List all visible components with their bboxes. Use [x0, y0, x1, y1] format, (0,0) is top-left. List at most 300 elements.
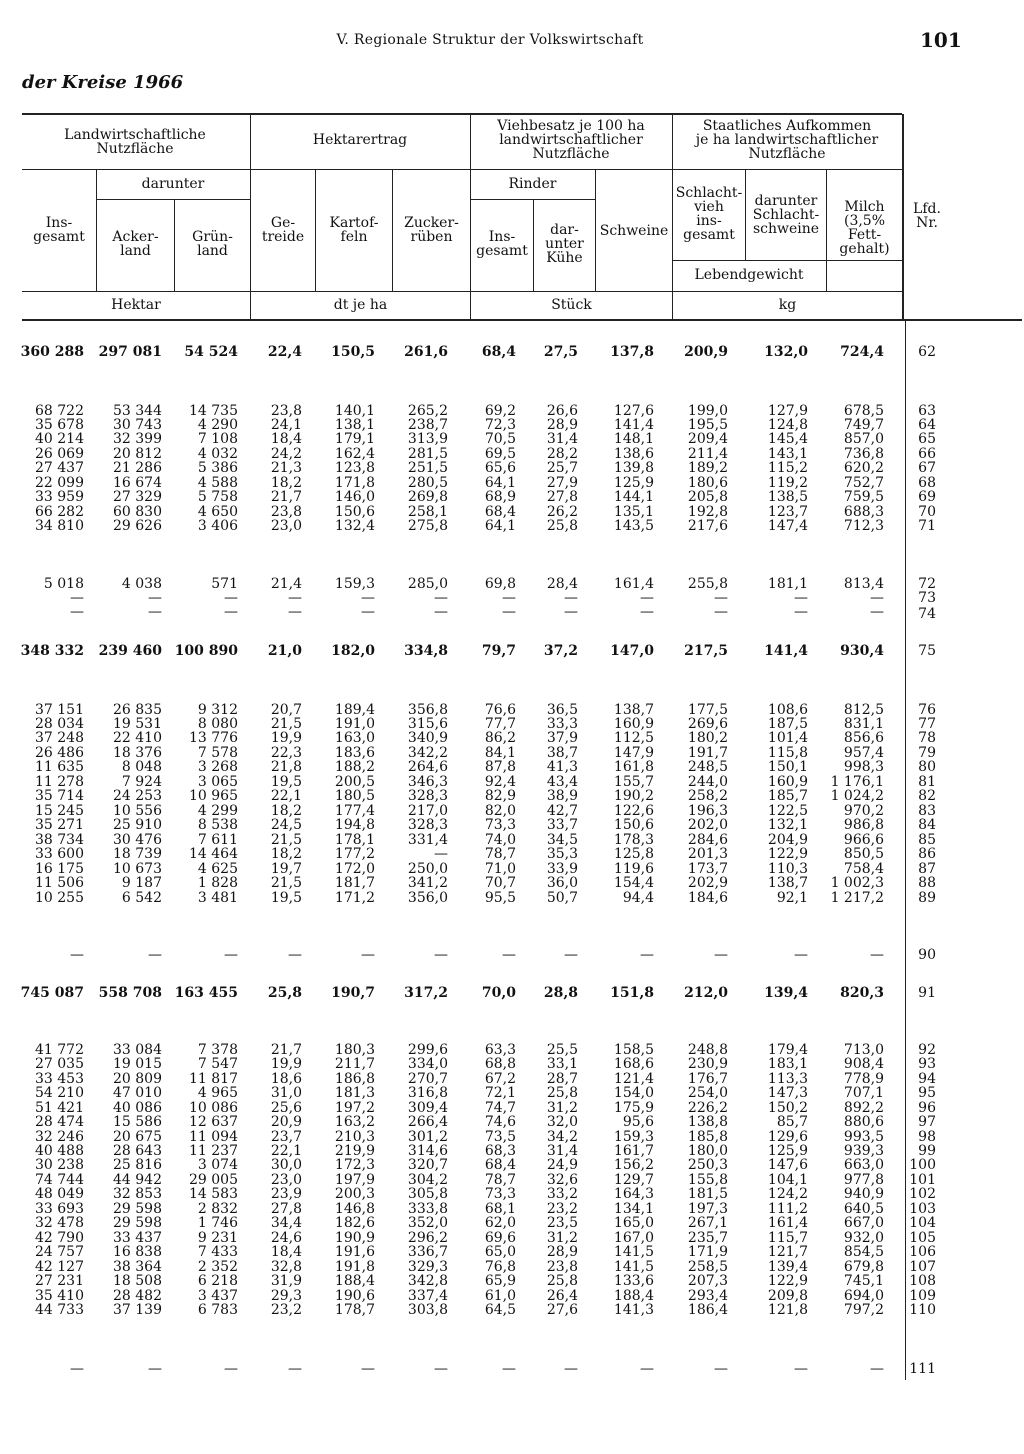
table-cell: 150,6 — [613, 817, 654, 833]
row-number: 97 — [918, 1114, 936, 1130]
row-number: 99 — [918, 1143, 936, 1159]
table-cell: 250,3 — [687, 1157, 728, 1173]
col-zuckerrueben-header: Zucker- rüben — [404, 215, 459, 245]
row-number: 89 — [918, 890, 936, 906]
table-cell: 342,2 — [407, 745, 448, 761]
group-lnf-header: Landwirtschaftliche Nutzfläche — [64, 127, 206, 157]
table-cell: 33,3 — [546, 716, 578, 732]
table-cell: 188,4 — [334, 1273, 375, 1289]
table-cell: 211,7 — [334, 1056, 375, 1072]
table-cell: — — [794, 947, 808, 963]
col-ackerland-header: Acker- land — [112, 229, 159, 259]
darunter-header: darunter — [141, 176, 205, 192]
table-cell: — — [870, 604, 884, 620]
table-cell: 993,5 — [843, 1129, 884, 1145]
table-cell: 158,5 — [613, 1042, 654, 1058]
table-cell: 314,6 — [407, 1143, 448, 1159]
col-kartoffeln-header: Kartof- feln — [329, 215, 379, 245]
row-number: 65 — [918, 431, 936, 447]
table-cell: 258,1 — [407, 504, 448, 520]
table-cell: 26,6 — [546, 403, 578, 419]
table-cell: 939,3 — [843, 1143, 884, 1159]
table-cell: 33 693 — [35, 1201, 84, 1217]
table-cell: 205,8 — [687, 489, 728, 505]
col-gruenland-header: Grün- land — [192, 229, 233, 259]
table-cell: 185,8 — [687, 1129, 728, 1145]
table-cell: 165,0 — [613, 1215, 654, 1231]
table-cell: 172,3 — [334, 1157, 375, 1173]
col-milch-header: Milch (3,5% Fett- gehalt) — [839, 199, 890, 257]
table-cell: 180,2 — [687, 730, 728, 746]
table-cell: 328,3 — [407, 788, 448, 804]
table-cell: 970,2 — [843, 803, 884, 819]
table-cell: — — [794, 1361, 808, 1377]
table-cell: 129,7 — [613, 1172, 654, 1188]
table-cell: 78,7 — [484, 1172, 516, 1188]
table-cell: 854,5 — [843, 1244, 884, 1260]
table-cell: 4 032 — [197, 446, 238, 462]
unit-hektar: Hektar — [111, 297, 161, 313]
table-cell: 21,3 — [270, 460, 302, 476]
col-schlachtvieh-header: Schlacht- vieh ins- gesamt — [675, 185, 743, 243]
table-cell: 336,7 — [407, 1244, 448, 1260]
table-cell: 33 437 — [113, 1230, 162, 1246]
table-cell: 275,8 — [407, 518, 448, 534]
table-cell: 957,4 — [843, 745, 884, 761]
table-cell: 28,4 — [546, 576, 578, 592]
table-cell: 303,8 — [407, 1302, 448, 1318]
table-cell: 180,3 — [334, 1042, 375, 1058]
table-cell: 182,0 — [331, 643, 375, 659]
table-cell: 191,7 — [687, 745, 728, 761]
table-cell: 65,9 — [484, 1273, 516, 1289]
table-cell: 18 508 — [113, 1273, 162, 1289]
table-cell: 2 832 — [197, 1201, 238, 1217]
table-cell: 331,4 — [407, 832, 448, 848]
lebendgewicht-header: Lebendgewicht — [694, 267, 804, 283]
table-cell: 154,4 — [613, 875, 654, 891]
table-cell: 160,9 — [767, 774, 808, 790]
table-cell: 124,8 — [767, 417, 808, 433]
table-cell: 18,2 — [270, 846, 302, 862]
table-cell: 22,4 — [267, 344, 302, 360]
table-cell: 197,9 — [334, 1172, 375, 1188]
table-cell: 192,8 — [687, 504, 728, 520]
table-cell: 143,5 — [613, 518, 654, 534]
table-cell: — — [502, 947, 516, 963]
table-cell: 34 810 — [35, 518, 84, 534]
table-cell: 43,4 — [546, 774, 578, 790]
table-cell: — — [714, 1361, 728, 1377]
table-cell: 146,0 — [334, 489, 375, 505]
table-cell: 141,5 — [613, 1259, 654, 1275]
table-cell: 11 506 — [35, 875, 84, 891]
table-cell: 70,7 — [484, 875, 516, 891]
table-cell: 200,3 — [334, 1186, 375, 1202]
table-cell: 3 406 — [197, 518, 238, 534]
table-cell: 219,9 — [334, 1143, 375, 1159]
table-cell: 125,9 — [613, 475, 654, 491]
table-cell: 190,6 — [334, 1288, 375, 1304]
table-cell: 41 772 — [35, 1042, 84, 1058]
table-cell: 159,3 — [334, 576, 375, 592]
table-cell: 736,8 — [843, 446, 884, 462]
group-viehbesatz-header: Viehbesatz je 100 ha landwirtschaftlicher Nutzfläche — [497, 118, 645, 162]
table-cell: 23,7 — [270, 1129, 302, 1145]
table-cell: 1 828 — [197, 875, 238, 891]
table-cell: 226,2 — [687, 1100, 728, 1116]
table-cell: 115,2 — [767, 460, 808, 476]
table-cell: 5 758 — [197, 489, 238, 505]
table-cell: 77,7 — [484, 716, 516, 732]
col-schlachtschweine-header: darunter Schlacht- schweine — [752, 193, 820, 237]
table-cell: 42 790 — [35, 1230, 84, 1246]
table-cell: 155,7 — [613, 774, 654, 790]
table-cell: 199,0 — [687, 403, 728, 419]
table-cell: 54 524 — [184, 344, 238, 360]
table-cell: 74,6 — [484, 1114, 516, 1130]
table-cell: — — [564, 590, 578, 606]
row-number: 74 — [918, 606, 936, 622]
table-cell: 29 626 — [113, 518, 162, 534]
table-cell: 68,4 — [484, 1157, 516, 1173]
table-cell: 197,2 — [334, 1100, 375, 1116]
table-cell: 64,1 — [484, 518, 516, 534]
table-cell: 305,8 — [407, 1186, 448, 1202]
table-cell: 269,6 — [687, 716, 728, 732]
table-cell: 32 246 — [35, 1129, 84, 1145]
table-cell: — — [224, 1361, 238, 1377]
group-aufkommen-header: Staatliches Aufkommen je ha landwirtschaftlicher Nutzfläche — [695, 118, 879, 162]
table-cell: 65,6 — [484, 460, 516, 476]
table-cell: 191,6 — [334, 1244, 375, 1260]
table-cell: 348 332 — [20, 643, 84, 659]
table-cell: — — [224, 947, 238, 963]
table-cell: 6 218 — [197, 1273, 238, 1289]
group-divider-rule — [22, 169, 902, 170]
table-cell: 23,8 — [546, 1259, 578, 1275]
table-cell: 141,4 — [764, 643, 808, 659]
table-cell: 211,4 — [687, 446, 728, 462]
table-cell: 121,7 — [767, 1244, 808, 1260]
table-cell: 30 743 — [113, 417, 162, 433]
table-cell: 558 708 — [98, 985, 162, 1001]
table-cell: 190,9 — [334, 1230, 375, 1246]
table-cell: 38,9 — [546, 788, 578, 804]
table-cell: 25,8 — [546, 518, 578, 534]
table-cell: 189,2 — [687, 460, 728, 476]
table-cell: 16 175 — [35, 861, 84, 877]
row-number: 85 — [918, 832, 936, 848]
table-cell: 11 237 — [189, 1143, 238, 1159]
table-cell: 73,3 — [484, 1186, 516, 1202]
table-cell: 25 816 — [113, 1157, 162, 1173]
table-cell: 44 942 — [113, 1172, 162, 1188]
table-cell: 101,4 — [767, 730, 808, 746]
table-cell: 23,9 — [270, 1186, 302, 1202]
table-cell: — — [640, 1361, 654, 1377]
lebendgewicht-rule — [672, 260, 902, 261]
table-cell: 188,2 — [334, 759, 375, 775]
table-cell: 141,5 — [613, 1244, 654, 1260]
table-cell: 144,1 — [613, 489, 654, 505]
table-cell: 2 352 — [197, 1259, 238, 1275]
table-cell: 33 600 — [35, 846, 84, 862]
table-cell: 254,0 — [687, 1085, 728, 1101]
table-cell: 48 049 — [35, 1186, 84, 1202]
table-cell: 68 722 — [35, 403, 84, 419]
table-cell: 284,6 — [687, 832, 728, 848]
row-number: 64 — [918, 417, 936, 433]
table-cell: 18,2 — [270, 803, 302, 819]
table-cell: 24 253 — [113, 788, 162, 804]
table-cell: 329,3 — [407, 1259, 448, 1275]
table-cell: 61,0 — [484, 1288, 516, 1304]
table-cell: 3 065 — [197, 774, 238, 790]
table-cell: 19 531 — [113, 716, 162, 732]
table-cell: 26 069 — [35, 446, 84, 462]
table-cell: 197,3 — [687, 1201, 728, 1217]
table-cell: 125,8 — [613, 846, 654, 862]
table-cell: 155,8 — [687, 1172, 728, 1188]
table-cell: 68,3 — [484, 1143, 516, 1159]
table-cell: 1 002,3 — [830, 875, 884, 891]
col-schweine-header: Schweine — [599, 223, 669, 239]
table-cell: 44 733 — [35, 1302, 84, 1318]
table-cell: 185,7 — [767, 788, 808, 804]
table-cell: 694,0 — [843, 1288, 884, 1304]
table-cell: 147,9 — [613, 745, 654, 761]
table-cell: 28,9 — [546, 1244, 578, 1260]
table-cell: 95,6 — [622, 1114, 654, 1130]
table-cell: — — [870, 590, 884, 606]
table-cell: 70,0 — [481, 985, 516, 1001]
table-cell: 18 376 — [113, 745, 162, 761]
table-cell: 688,3 — [843, 504, 884, 520]
row-number: 70 — [918, 504, 936, 520]
table-cell: 150,2 — [767, 1100, 808, 1116]
table-cell: 74,7 — [484, 1100, 516, 1116]
table-cell: — — [502, 604, 516, 620]
table-cell: 21,8 — [270, 759, 302, 775]
table-cell: — — [361, 604, 375, 620]
table-cell: 67,2 — [484, 1071, 516, 1087]
table-cell: 812,5 — [843, 702, 884, 718]
table-cell: 281,5 — [407, 446, 448, 462]
table-cell: 184,6 — [687, 890, 728, 906]
table-cell: 40 488 — [35, 1143, 84, 1159]
table-cell: 21,7 — [270, 1042, 302, 1058]
group-hektarertrag-header: Hektarertrag — [312, 132, 408, 148]
table-cell: 31,2 — [546, 1100, 578, 1116]
table-cell: 122,6 — [613, 803, 654, 819]
table-cell: 173,7 — [687, 861, 728, 877]
table-cell: 745,1 — [843, 1273, 884, 1289]
table-cell: 261,6 — [404, 344, 448, 360]
table-cell: 640,5 — [843, 1201, 884, 1217]
table-cell: — — [288, 604, 302, 620]
table-cell: 150,5 — [331, 344, 375, 360]
table-cell: 3 481 — [197, 890, 238, 906]
table-cell: 69,5 — [484, 446, 516, 462]
table-cell: 356,0 — [407, 890, 448, 906]
table-cell: 177,2 — [334, 846, 375, 862]
col-kuehe-header: dar- unter Kühe — [545, 222, 584, 266]
table-cell: 26 486 — [35, 745, 84, 761]
row-number: 78 — [918, 730, 936, 746]
table-cell: 334,0 — [407, 1056, 448, 1072]
table-cell: 104,1 — [767, 1172, 808, 1188]
row-number: 100 — [909, 1157, 936, 1173]
table-cell: 137,8 — [610, 344, 654, 360]
table-cell: 19,9 — [270, 1056, 302, 1072]
table-cell: 134,1 — [613, 1201, 654, 1217]
table-cell: 195,5 — [687, 417, 728, 433]
table-cell: 95,5 — [484, 890, 516, 906]
table-cell: 201,3 — [687, 846, 728, 862]
table-cell: 25,6 — [270, 1100, 302, 1116]
table-cell: 186,4 — [687, 1302, 728, 1318]
table-cell: — — [288, 1361, 302, 1377]
table-cell: 113,3 — [767, 1071, 808, 1087]
table-cell: 26,2 — [546, 504, 578, 520]
row-number: 84 — [918, 817, 936, 833]
table-cell: 178,1 — [334, 832, 375, 848]
table-cell: 69,6 — [484, 1230, 516, 1246]
table-cell: 138,8 — [687, 1114, 728, 1130]
table-cell: 20,7 — [270, 702, 302, 718]
table-cell: 667,0 — [843, 1215, 884, 1231]
table-cell: — — [714, 604, 728, 620]
table-cell: 265,2 — [407, 403, 448, 419]
row-number: 63 — [918, 403, 936, 419]
table-cell: — — [361, 947, 375, 963]
table-cell: 31,9 — [270, 1273, 302, 1289]
table-cell: 10 673 — [113, 861, 162, 877]
table-cell: 143,1 — [767, 446, 808, 462]
row-number: 110 — [909, 1302, 936, 1318]
table-cell: 200,5 — [334, 774, 375, 790]
table-cell: 267,1 — [687, 1215, 728, 1231]
table-cell: — — [288, 590, 302, 606]
table-cell: 21,5 — [270, 716, 302, 732]
table-cell: — — [640, 604, 654, 620]
table-cell: 9 231 — [197, 1230, 238, 1246]
table-cell: 73,3 — [484, 817, 516, 833]
table-cell: 25,8 — [546, 1273, 578, 1289]
table-cell: 76,8 — [484, 1259, 516, 1275]
table-cell: 28,8 — [543, 985, 578, 1001]
table-cell: 23,5 — [546, 1215, 578, 1231]
table-cell: 850,5 — [843, 846, 884, 862]
table-cell: 19,7 — [270, 861, 302, 877]
table-cell: 42 127 — [35, 1259, 84, 1275]
row-number: 83 — [918, 803, 936, 819]
row-number: 76 — [918, 702, 936, 718]
table-cell: 217,6 — [687, 518, 728, 534]
table-cell: 27 329 — [113, 489, 162, 505]
table-cell: — — [224, 590, 238, 606]
table-cell: 53 344 — [113, 403, 162, 419]
table-cell: 123,7 — [767, 504, 808, 520]
table-cell: 908,4 — [843, 1056, 884, 1072]
table-cell: 857,0 — [843, 431, 884, 447]
table-cell: 7 578 — [197, 745, 238, 761]
table-cell: — — [502, 590, 516, 606]
table-cell: 138,6 — [613, 446, 654, 462]
table-cell: 8 080 — [197, 716, 238, 732]
table-cell: 33 084 — [113, 1042, 162, 1058]
table-cell: 25,8 — [267, 985, 302, 1001]
table-cell: 40 086 — [113, 1100, 162, 1116]
table-cell: 1 024,2 — [830, 788, 884, 804]
row-number: 77 — [918, 716, 936, 732]
table-cell: 270,7 — [407, 1071, 448, 1087]
table-cell: 68,4 — [481, 344, 516, 360]
table-cell: 20 812 — [113, 446, 162, 462]
table-cell: 162,4 — [334, 446, 375, 462]
table-cell: — — [564, 604, 578, 620]
table-cell: 79,7 — [481, 643, 516, 659]
table-cell: 135,1 — [613, 504, 654, 520]
table-cell: 179,1 — [334, 431, 375, 447]
table-cell: 28,2 — [546, 446, 578, 462]
table-cell: 161,7 — [613, 1143, 654, 1159]
table-cell: 210,3 — [334, 1129, 375, 1145]
table-cell: 194,8 — [334, 817, 375, 833]
table-cell: 10 255 — [35, 890, 84, 906]
table-cell: 7 611 — [197, 832, 238, 848]
table-cell: 168,6 — [613, 1056, 654, 1072]
table-cell: 27 437 — [35, 460, 84, 476]
table-cell: 4 299 — [197, 803, 238, 819]
table-cell: 34,4 — [270, 1215, 302, 1231]
table-cell: 977,8 — [843, 1172, 884, 1188]
table-cell: 187,5 — [767, 716, 808, 732]
table-cell: 34,2 — [546, 1129, 578, 1145]
table-cell: 150,6 — [334, 504, 375, 520]
table-cell: 139,8 — [613, 460, 654, 476]
vrule — [470, 114, 471, 319]
table-cell: 14 464 — [189, 846, 238, 862]
table-cell: — — [148, 1361, 162, 1377]
table-cell: 328,3 — [407, 817, 448, 833]
table-cell: 297 081 — [98, 344, 162, 360]
row-number: 98 — [918, 1129, 936, 1145]
table-cell: 47 010 — [113, 1085, 162, 1101]
table-cell: 10 556 — [113, 803, 162, 819]
table-cell: 752,7 — [843, 475, 884, 491]
table-cell: 132,1 — [767, 817, 808, 833]
table-cell: 209,4 — [687, 431, 728, 447]
table-cell: 115,7 — [767, 1230, 808, 1246]
table-cell: 663,0 — [843, 1157, 884, 1173]
table-cell: — — [564, 1361, 578, 1377]
table-cell: — — [70, 604, 84, 620]
table-cell: 147,3 — [767, 1085, 808, 1101]
table-cell: 37 248 — [35, 730, 84, 746]
table-cell: 32,6 — [546, 1172, 578, 1188]
table-cell: 190,7 — [331, 985, 375, 1001]
table-cell: — — [148, 947, 162, 963]
table-cell: 74 744 — [35, 1172, 84, 1188]
table-cell: — — [434, 590, 448, 606]
table-cell: 24,1 — [270, 417, 302, 433]
table-cell: 21,0 — [267, 643, 302, 659]
table-cell: 35 410 — [35, 1288, 84, 1304]
table-cell: 119,2 — [767, 475, 808, 491]
table-cell: 163,0 — [334, 730, 375, 746]
